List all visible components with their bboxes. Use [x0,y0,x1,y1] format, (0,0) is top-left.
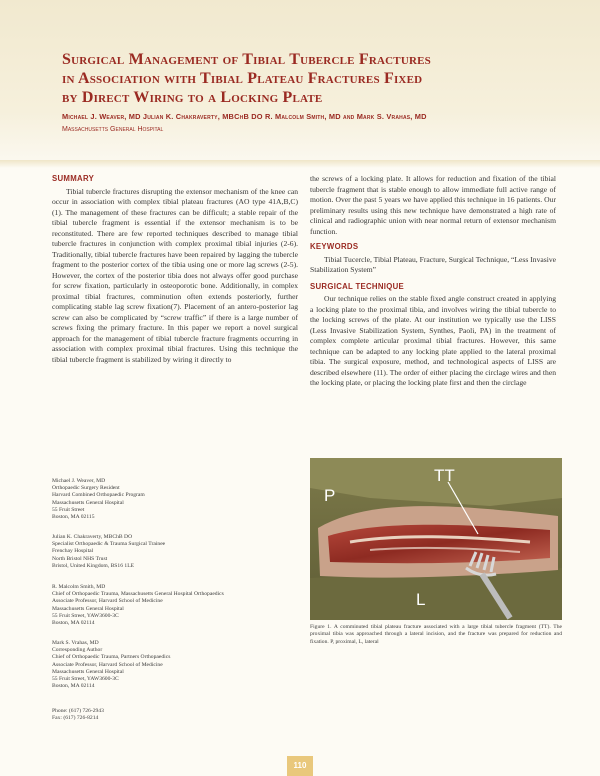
phone-line: Phone: (617) 726-2943 [52,708,104,714]
author-info-line: Boston, MA 02114 [52,683,95,690]
author-info-line: Massachusetts General Hospital [52,499,124,506]
author-info-line: Orthopaedic Surgery Resident [52,485,120,492]
author-info-line: 55 Fruit Street, YAW3600-3C [52,612,119,619]
author-info-line: Massachusetts General Hospital [52,668,124,675]
label-tt: TT [434,466,455,485]
author-info-line: Associate Professor, Harvard School of Medicine [52,598,163,605]
author-info-line: Michael J. Weaver, MD [52,478,106,484]
summary-paragraph: Tibial tubercle fractures disrupting the extensor mechanism of the knee can occur in association with complex tibial plateau fractures (AO type 41A,B,C)(1). The management of these fractures can be difficult; a stable repair of the tibial tubercle fragment is essential if the extensor mechanism is to be reconstituted. There are few reported techniques described to manage tibial tubercle fractures in conjunction with complex proximal tibial injuries (2-6). Traditionally, tibial tubercle fractures have been repaired by lagging the tubercle fragment to the posterior cortex of the tibia using one or more lag screws (2-5). However, the cortex of the posterior tibia does not always offer good purchase for screw fixation, particularly in osteoporotic bone. Additionally, in complex proximal tibial fractures, comminution often extends posteriorly, further complicating stable lag screw fixation(7). Placement of an antero-posterior lag screw can also be complicated by “screw traffic” if there is a large number of screws fixing the primary fracture. In this paper we report a novel surgical approach for the management of tibial tubercle fracture fragments occurring in association with complex proximal tibial fractures. Using this technique the tibial tubercle fragment is stabilized by wiring it directly to [52,186,298,364]
article-title [62,50,562,107]
author-info-chakraverty [52,534,165,570]
author-info-line: Massachusetts General Hospital [52,605,124,612]
author-info-line: Bristol, United Kingdom, BS16 1LE [52,562,135,569]
author-info-weaver [52,478,145,521]
summary-continuation: the screws of a locking plate. It allows for reduction and fixation of the tibial tubercle fragment that is stable enough to allow immediate full active range of motion. Over the past 5 years we have applied this technique in 16 patients. Our preliminary results using this new technique have demonstrated a high rate of clinical and radiographic union with near normal return of extensor mechanism function. [310,174,556,236]
surgical-photo [310,458,562,620]
author-info-line: R. Malcolm Smith, MD [52,584,106,590]
contact-info [52,708,104,722]
title-line: in Association with Tibial Plateau Fractures Fixed [62,70,423,87]
label-l: L [416,590,426,609]
fax-line: Fax: (617) 726-8214 [52,715,99,722]
author-info-line: Mark S. Vrahas, MD [52,640,99,646]
author-info-line: Specialist Orthopaedic & Trauma Surgical Trainee [52,541,166,548]
technique-heading: SURGICAL TECHNIQUE [310,281,405,291]
title-line: Surgical Management of Tibial Tubercle Fractures [62,51,431,68]
author-info-line: 55 Fruit Street, YAW3600-3C [52,676,119,683]
affiliation: Massachusetts General Hospital [62,126,164,133]
author-info-line: Harvard Combined Orthopaedic Program [52,492,145,499]
author-info-line: Chief of Orthopaedic Trauma, Massachusetts General Hospital Orthopaedics [52,591,224,598]
keywords-text: Tibial Tucercle, Tibial Plateau, Fracture, Surgical Technique, “Less Invasive Stabilization System” [310,254,556,274]
author-info-smith [52,584,224,627]
author-info-line: Frenchay Hospital [52,548,94,555]
author-info-line: Julian K. Chakraverty, MBChB DO [52,534,133,540]
author-info-line: North Bristol NHS Trust [52,555,108,562]
title-line: by Direct Wiring to a Locking Plate [62,89,323,106]
author-info-line: Boston, MA 02115 [52,514,95,521]
author-info-line: Chief of Orthopaedic Trauma, Partners Orthopaedics [52,654,171,661]
figure-caption: Figure 1. A comminuted tibial plateau fracture associated with a large tibial tubercle fragment (TT). The proximal tibia was approached through a lateral incision, and the fracture was prepared for reduction and fixation. P, proximal, L, lateral [310,624,562,645]
author-info-vrahas [52,640,170,690]
technique-paragraph: Our technique relies on the stable fixed angle construct created in applying a locking plate to the proximal tibia, and involves wiring the tibial tubercle to the locking screws of the plate. At our institution we typically use the LISS (Less Invasive Stabilization System, Synthes, Paoli, PA) in the treatment of complex complete articular proximal tibial fractures. However, this same technique can be adapted to any locking plate applied to the lateral proximal tibia. The surgical exposure, method, and technological aspects of LISS are described elsewhere (11). The order of either placing the circlage wires and then the locking plate, or placing the locking plate first and then the circlage [310,294,556,387]
keywords-heading: KEYWORDS [310,242,359,251]
right-column [310,174,556,389]
left-column [52,174,298,365]
header-fade [0,160,600,168]
author-info-line: Corresponding Author [52,647,103,654]
author-info-line: Associate Professor, Harvard School of Medicine [52,661,163,668]
author-info-line: Boston, MA 02114 [52,620,95,627]
page-number: 110 [287,756,313,776]
summary-heading: SUMMARY [52,174,95,183]
author-info-line: 55 Fruit Street [52,506,85,513]
label-p: P [324,486,336,505]
author-line: Michael J. Weaver, MD Julian K. Chakraverty, MBChB DO R. Malcolm Smith, MD and Mark S. Vrahas, MD [62,112,427,121]
